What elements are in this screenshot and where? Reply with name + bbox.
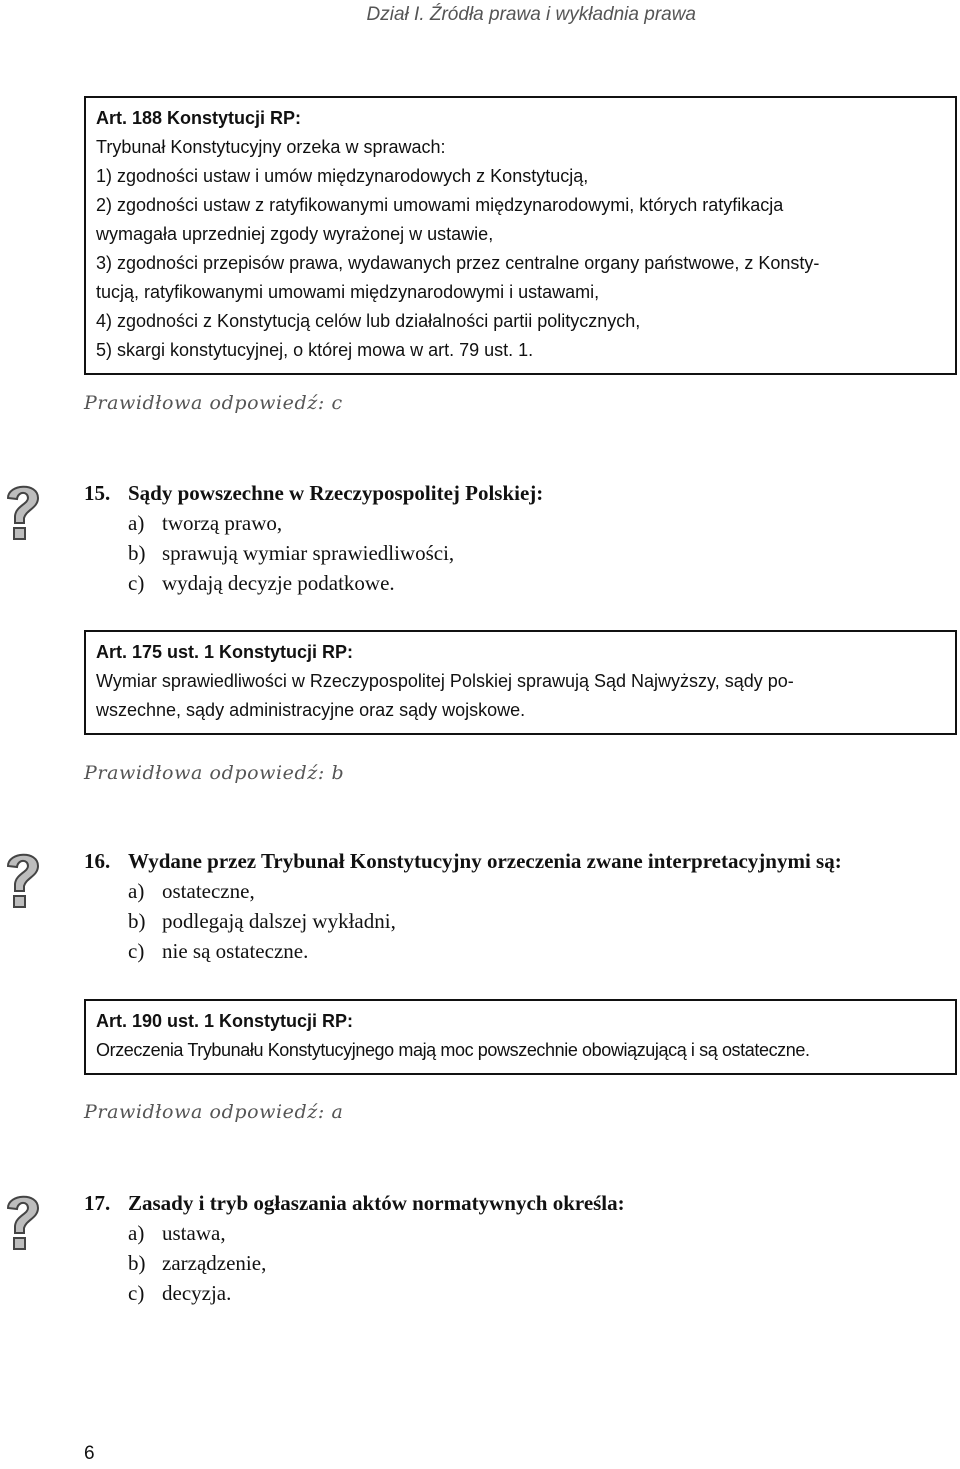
option-text: sprawują wymiar sprawiedliwości, <box>162 541 455 565</box>
citation-line: Trybunał Konstytucyjny orzeka w sprawach: <box>96 137 446 157</box>
page-number: 6 <box>84 1443 95 1464</box>
question-17 <box>84 1188 625 1308</box>
question-number: 17. <box>84 1191 111 1215</box>
question-heading <box>84 478 543 508</box>
answer-option-b <box>84 906 842 936</box>
citation-line: 3) zgodności przepisów prawa, wydawanych przez centralne organy państwowe, z Konsty- <box>96 253 820 273</box>
option-letter: a) <box>128 511 145 535</box>
question-text: Zasady i tryb ogłaszania aktów normatywnych określa: <box>128 1191 625 1215</box>
option-letter: a) <box>128 879 145 903</box>
citation-title: Art. 188 Konstytucji RP: <box>96 108 302 128</box>
citation-line: 2) zgodności ustaw z ratyfikowanymi umowami międzynarodowymi, których ratyfikacja <box>96 195 784 215</box>
option-letter: c) <box>128 1281 145 1305</box>
citation-line: wszechne, sądy administracyjne oraz sądy wojskowe. <box>96 700 526 720</box>
question-text: Wydane przez Trybunał Konstytucyjny orzeczenia zwane interpretacyjnymi są: <box>128 849 842 873</box>
option-text: zarządzenie, <box>162 1251 267 1275</box>
citation-line: Orzeczenia Trybunału Konstytucyjnego mają moc powszechnie obowiązującą i są ostateczne. <box>96 1040 810 1060</box>
question-number: 15. <box>84 481 111 505</box>
option-text: decyzja. <box>162 1281 232 1305</box>
correct-answer-label: Prawidłowa odpowiedź: b <box>84 762 345 784</box>
running-header: Dział I. Źródła prawa i wykładnia prawa <box>366 4 696 25</box>
option-text: podlegają dalszej wykładni, <box>162 909 396 933</box>
answer-option-c <box>84 936 842 966</box>
question-mark-icon <box>0 1188 44 1252</box>
question-mark-icon <box>0 846 44 910</box>
option-letter: c) <box>128 939 145 963</box>
answer-option-c <box>84 1278 625 1308</box>
citation-line: wymagała uprzedniej zgody wyrażonej w ustawie, <box>96 224 494 244</box>
option-letter: b) <box>128 909 146 933</box>
answer-option-a <box>84 1218 625 1248</box>
correct-answer-label: Prawidłowa odpowiedź: a <box>84 1101 344 1123</box>
option-letter: b) <box>128 541 146 565</box>
option-letter: b) <box>128 1251 146 1275</box>
answer-option-b <box>84 538 543 568</box>
legal-citation-box-art-175 <box>84 630 957 735</box>
option-text: ustawa, <box>162 1221 226 1245</box>
option-text: wydają decyzje podatkowe. <box>162 571 395 595</box>
question-mark-icon <box>0 478 44 542</box>
answer-option-a <box>84 876 842 906</box>
question-text: Sądy powszechne w Rzeczypospolitej Polskiej: <box>128 481 544 505</box>
citation-title: Art. 175 ust. 1 Konstytucji RP: <box>96 642 354 662</box>
correct-answer-label: Prawidłowa odpowiedź: c <box>84 392 343 414</box>
question-heading <box>84 846 842 876</box>
citation-line: Wymiar sprawiedliwości w Rzeczypospolitej Polskiej sprawują Sąd Najwyższy, sądy po- <box>96 671 794 691</box>
option-letter: a) <box>128 1221 145 1245</box>
citation-title: Art. 190 ust. 1 Konstytucji RP: <box>96 1011 354 1031</box>
answer-option-b <box>84 1248 625 1278</box>
question-15 <box>84 478 543 598</box>
answer-option-a <box>84 508 543 538</box>
citation-line: 1) zgodności ustaw i umów międzynarodowych z Konstytucją, <box>96 166 589 186</box>
option-letter: c) <box>128 571 145 595</box>
option-text: nie są ostateczne. <box>162 939 309 963</box>
option-text: ostateczne, <box>162 879 255 903</box>
question-number: 16. <box>84 849 111 873</box>
citation-line: 4) zgodności z Konstytucją celów lub działalności partii politycznych, <box>96 311 641 331</box>
citation-line: tucją, ratyfikowanymi umowami międzynarodowymi i ustawami, <box>96 282 600 302</box>
legal-citation-box-art-190 <box>84 999 957 1075</box>
legal-citation-box-art-188 <box>84 96 957 375</box>
question-heading <box>84 1188 625 1218</box>
question-16 <box>84 846 842 966</box>
citation-line: 5) skargi konstytucyjnej, o której mowa w art. 79 ust. 1. <box>96 340 534 360</box>
answer-option-c <box>84 568 543 598</box>
option-text: tworzą prawo, <box>162 511 283 535</box>
